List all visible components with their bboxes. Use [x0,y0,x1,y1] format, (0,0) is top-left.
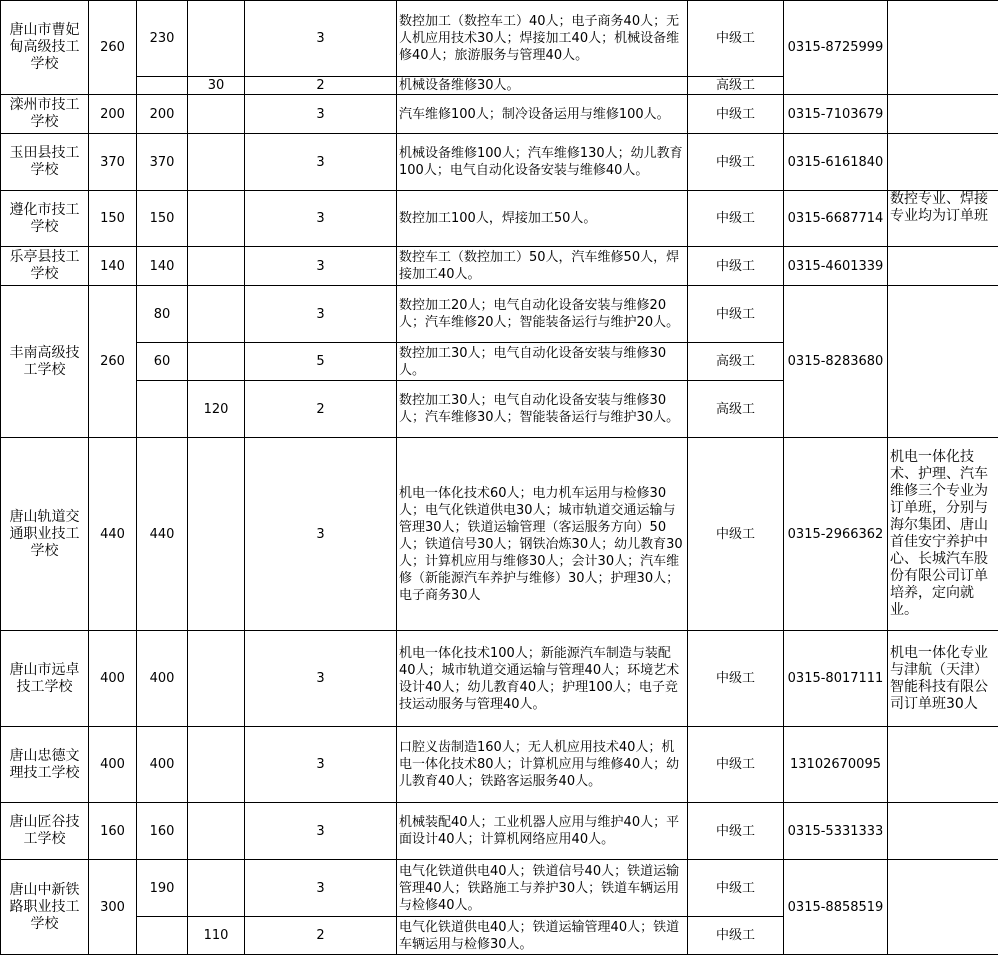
majors-text: 机械设备维修30人。 [397,77,688,95]
study-years: 2 [245,917,397,955]
remark: 数控专业、焊接专业均为订单班 [888,191,998,247]
senior-quota [188,803,245,860]
school-name: 乐亭县技工学校 [1,247,89,286]
table-row [1,438,998,631]
senior-quota [188,727,245,803]
training-level: 中级工 [688,1,784,77]
training-level: 中级工 [688,631,784,727]
senior-quota: 30 [188,77,245,95]
table-row [1,286,998,343]
senior-quota: 120 [188,381,245,438]
mid-quota [137,77,188,95]
majors-text: 数控加工30人；电气自动化设备安装与维修30人；汽车维修30人；智能装备运行与维护30人。 [397,381,688,438]
total-quota: 260 [89,1,137,95]
school-name: 滦州市技工学校 [1,95,89,134]
training-level: 中级工 [688,286,784,343]
remark [888,860,998,955]
senior-quota [188,860,245,917]
study-years: 3 [245,247,397,286]
senior-quota [188,438,245,631]
total-quota: 400 [89,727,137,803]
study-years: 3 [245,860,397,917]
mid-quota [137,917,188,955]
mid-quota: 150 [137,191,188,247]
training-level: 中级工 [688,191,784,247]
majors-text: 口腔义齿制造160人；无人机应用技术40人；机电一体化技术80人；计算机应用与维修40人；幼儿教育40人；铁路客运服务40人。 [397,727,688,803]
majors-text: 数控车工（数控加工）50人，汽车维修50人，焊接加工40人。 [397,247,688,286]
training-level: 中级工 [688,95,784,134]
study-years: 3 [245,95,397,134]
school-name: 唐山市曹妃甸高级技工学校 [1,1,89,95]
school-name: 唐山中新铁路职业技工学校 [1,860,89,955]
majors-text: 机电一体化技术60人；电力机车运用与检修30人；电气化铁道供电30人；城市轨道交通运输与管理30人；铁道运输管理（客运服务方向）50人；铁道信号30人；钢铁冶炼30人；幼儿教育30人；计算机应用与维修30人；会计30人；汽车维修（新能源汽车养护与维修）30人；护理30人；电子商务30人 [397,438,688,631]
senior-quota [188,247,245,286]
study-years: 3 [245,134,397,191]
senior-quota: 110 [188,917,245,955]
majors-text: 数控加工30人；电气自动化设备安装与维修30人。 [397,343,688,381]
total-quota: 300 [89,860,137,955]
contact-phone: 0315-8725999 [784,1,888,95]
table-row [1,191,998,247]
training-level: 高级工 [688,343,784,381]
study-years: 3 [245,727,397,803]
majors-text: 机械设备维修100人；汽车维修130人；幼儿教育100人；电气自动化设备安装与维修40人。 [397,134,688,191]
majors-text: 数控加工100人，焊接加工50人。 [397,191,688,247]
study-years: 2 [245,77,397,95]
mid-quota: 140 [137,247,188,286]
contact-phone: 0315-7103679 [784,95,888,134]
study-years: 2 [245,381,397,438]
senior-quota [188,134,245,191]
study-years: 3 [245,191,397,247]
total-quota: 160 [89,803,137,860]
contact-phone: 0315-6687714 [784,191,888,247]
majors-text: 机械装配40人；工业机器人应用与维护40人；平面设计40人；计算机网络应用40人。 [397,803,688,860]
remark [888,95,998,134]
total-quota: 200 [89,95,137,134]
table-row [1,95,998,134]
contact-phone: 0315-8858519 [784,860,888,955]
table-row [1,247,998,286]
contact-phone: 0315-6161840 [784,134,888,191]
contact-phone: 0315-8017111 [784,631,888,727]
senior-quota [188,343,245,381]
training-level: 中级工 [688,247,784,286]
remark: 机电一体化专业与津航（天津）智能科技有限公司订单班30人 [888,631,998,727]
study-years: 3 [245,803,397,860]
mid-quota: 230 [137,1,188,77]
training-level: 中级工 [688,803,784,860]
school-name: 遵化市技工学校 [1,191,89,247]
total-quota: 440 [89,438,137,631]
contact-phone: 0315-2966362 [784,438,888,631]
table-row [1,134,998,191]
table-row [1,803,998,860]
table-row [1,727,998,803]
school-name: 丰南高级技工学校 [1,286,89,438]
majors-text: 数控加工20人；电气自动化设备安装与维修20人；汽车维修20人；智能装备运行与维护20人。 [397,286,688,343]
mid-quota: 60 [137,343,188,381]
remark [888,1,998,95]
mid-quota: 160 [137,803,188,860]
remark [888,286,998,438]
contact-phone: 0315-4601339 [784,247,888,286]
school-name: 唐山匠谷技工学校 [1,803,89,860]
senior-quota [188,95,245,134]
school-name: 唐山忠德文理技工学校 [1,727,89,803]
total-quota: 150 [89,191,137,247]
majors-text: 电气化铁道供电40人；铁道信号40人；铁道运输管理40人；铁路施工与养护30人；铁道车辆运用与检修40人。 [397,860,688,917]
study-years: 3 [245,1,397,77]
training-level: 高级工 [688,77,784,95]
table-row [1,860,998,917]
remark: 机电一体化技术、护理、汽车维修三个专业为订单班，分别与海尔集团、唐山首佳安宁养护中心、长城汽车股份有限公司订单培养，定向就业。 [888,438,998,631]
mid-quota: 200 [137,95,188,134]
total-quota: 140 [89,247,137,286]
mid-quota: 190 [137,860,188,917]
mid-quota [137,381,188,438]
training-level: 中级工 [688,134,784,191]
training-level: 中级工 [688,860,784,917]
table-row [1,1,998,77]
contact-phone: 13102670095 [784,727,888,803]
school-name: 唐山轨道交通职业技工学校 [1,438,89,631]
study-years: 3 [245,631,397,727]
study-years: 3 [245,438,397,631]
total-quota: 400 [89,631,137,727]
training-level: 中级工 [688,727,784,803]
majors-text: 机电一体化技术100人；新能源汽车制造与装配40人；城市轨道交通运输与管理40人；环境艺术设计40人；幼儿教育40人；护理100人；电子竞技运动服务与管理40人。 [397,631,688,727]
senior-quota [188,286,245,343]
senior-quota [188,631,245,727]
mid-quota: 440 [137,438,188,631]
study-years: 3 [245,286,397,343]
school-name: 唐山市远卓技工学校 [1,631,89,727]
contact-phone: 0315-5331333 [784,803,888,860]
mid-quota: 400 [137,727,188,803]
remark [888,727,998,803]
contact-phone: 0315-8283680 [784,286,888,438]
study-years: 5 [245,343,397,381]
mid-quota: 400 [137,631,188,727]
mid-quota: 370 [137,134,188,191]
remark [888,134,998,191]
training-level: 中级工 [688,917,784,955]
total-quota: 260 [89,286,137,438]
total-quota: 370 [89,134,137,191]
senior-quota [188,191,245,247]
school-name: 玉田县技工学校 [1,134,89,191]
remark [888,247,998,286]
mid-quota: 80 [137,286,188,343]
training-level: 高级工 [688,381,784,438]
remark [888,803,998,860]
majors-text: 电气化铁道供电40人；铁道运输管理40人；铁道车辆运用与检修30人。 [397,917,688,955]
majors-text: 数控加工（数控车工）40人；电子商务40人；无人机应用技术30人；焊接加工40人；机械设备维修40人；旅游服务与管理40人。 [397,1,688,77]
majors-text: 汽车维修100人；制冷设备运用与维修100人。 [397,95,688,134]
table-row [1,631,998,727]
senior-quota [188,1,245,77]
training-level: 中级工 [688,438,784,631]
